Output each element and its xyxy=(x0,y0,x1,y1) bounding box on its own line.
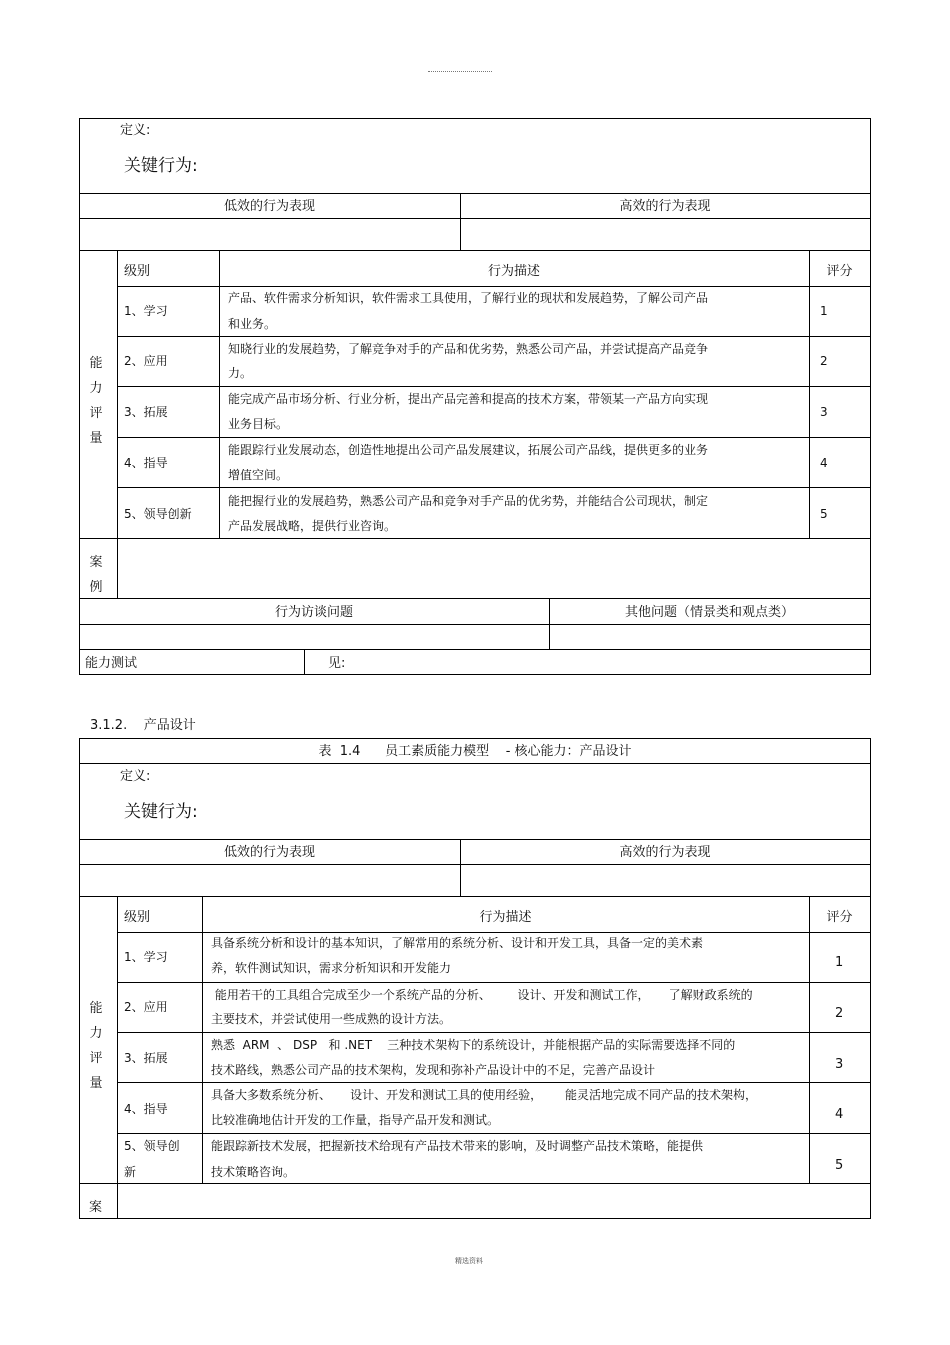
key-behavior-label: 关键行为: xyxy=(124,156,198,176)
description-line: 力。 xyxy=(228,366,253,380)
see-label: 见: xyxy=(328,656,346,671)
footer-text: 精选资料 xyxy=(455,1257,483,1265)
case-label: 案 xyxy=(89,1200,103,1215)
high-behavior-header: 高效的行为表现 xyxy=(619,199,711,214)
score-cell: 5 xyxy=(835,1158,844,1173)
description-line: 养，软件测试知识，需求分析知识和开发能力 xyxy=(211,961,452,975)
description-line: 能用若干的工具组合完成至少一个系统产品的分析、 设计、开发和测试工作， 了解财政系统的 xyxy=(211,988,753,1002)
description-line: 技术路线，熟悉公司产品的技术架构，发现和弥补产品设计中的不足，完善产品设计 xyxy=(211,1063,656,1077)
description-line: 主要技术，并尝试使用一些成熟的设计方法。 xyxy=(211,1012,452,1026)
description-line: 业务目标。 xyxy=(228,417,289,431)
definition-label: 定义: xyxy=(120,769,151,784)
description-line: 具备系统分析和设计的基本知识，了解常用的系统分析、设计和开发工具，具备一定的美术素 xyxy=(211,936,704,950)
score-cell: 4 xyxy=(835,1107,844,1122)
ability-test-label: 能力测试 xyxy=(85,656,138,671)
ability-eval-label: 能力评量 xyxy=(89,1001,103,1091)
score-cell: 4 xyxy=(820,456,828,470)
description-line: 比较准确地估计开发的工作量，指导产品开发和测试。 xyxy=(211,1113,500,1127)
level-cell: 3、拓展 xyxy=(124,405,168,419)
level-cell: 1、学习 xyxy=(124,304,168,318)
description-header: 行为描述 xyxy=(487,264,540,279)
score-cell: 2 xyxy=(820,354,828,368)
description-line: 能完成产品市场分析、行业分析，提出产品完善和提高的技术方案，带领某一产品方向实现 xyxy=(228,392,709,406)
header-dotted-line xyxy=(428,71,492,72)
interview-questions-header: 行为访谈问题 xyxy=(274,605,353,620)
level-cell: 2、应用 xyxy=(124,354,168,368)
description-line: 能把握行业的发展趋势，熟悉公司产品和竞争对手产品的优劣势，并能结合公司现状，制定 xyxy=(228,494,709,508)
definition-label: 定义: xyxy=(120,123,151,138)
level-cell: 1、学习 xyxy=(124,950,168,964)
level-cell: 4、指导 xyxy=(124,1102,168,1116)
score-cell: 2 xyxy=(835,1006,844,1021)
description-line: 能跟踪新技术发展，把握新技术给现有产品技术带来的影响，及时调整产品技术策略，能提供 xyxy=(211,1139,704,1153)
score-header: 评分 xyxy=(826,264,853,279)
description-line: 增值空间。 xyxy=(228,468,289,482)
score-cell: 3 xyxy=(835,1057,844,1072)
score-cell: 5 xyxy=(820,507,828,521)
score-cell: 1 xyxy=(835,955,844,970)
description-line: 能跟踪行业发展动态，创造性地提出公司产品发展建议，拓展公司产品线，提供更多的业务 xyxy=(228,443,709,457)
description-line: 熟悉 ARM 、 DSP 和 .NET 三种技术架构下的系统设计，并能根据产品的实际需要选择不同的 xyxy=(211,1038,736,1052)
description-line: 技术策略咨询。 xyxy=(211,1165,296,1179)
level-header: 级别 xyxy=(124,264,151,279)
description-line: 产品发展战略，提供行业咨询。 xyxy=(228,519,397,533)
case-label: 案例 xyxy=(89,555,103,595)
level-cell: 3、拓展 xyxy=(124,1051,168,1065)
description-line: 知晓行业的发展趋势，了解竞争对手的产品和优劣势，熟悉公司产品，并尝试提高产品竞争 xyxy=(228,342,709,356)
level-cell: 5、领导创 xyxy=(124,1139,180,1153)
high-behavior-header: 高效的行为表现 xyxy=(619,845,711,860)
score-cell: 3 xyxy=(820,405,828,419)
table-title: 表 1.4 员工素质能力模型 - 核心能力：产品设计 xyxy=(318,744,632,759)
other-questions-header: 其他问题（情景类和观点类） xyxy=(624,605,794,620)
ability-eval-label: 能力评量 xyxy=(89,356,103,446)
low-behavior-header: 低效的行为表现 xyxy=(223,199,315,214)
level-cell: 4、指导 xyxy=(124,456,168,470)
description-line: 和业务。 xyxy=(228,317,277,331)
level-cell: 5、领导创新 xyxy=(124,507,192,521)
level-header: 级别 xyxy=(124,910,151,925)
level-cell: 新 xyxy=(124,1165,137,1179)
description-line: 产品、软件需求分析知识，软件需求工具使用，了解行业的现状和发展趋势，了解公司产品 xyxy=(228,291,709,305)
low-behavior-header: 低效的行为表现 xyxy=(223,845,315,860)
score-header: 评分 xyxy=(826,910,853,925)
key-behavior-label: 关键行为: xyxy=(124,802,198,822)
level-cell: 2、应用 xyxy=(124,1000,168,1014)
description-header: 行为描述 xyxy=(479,910,532,925)
description-line: 具备大多数系统分析、 设计、开发和测试工具的使用经验， 能灵活地完成不同产品的技术架构， xyxy=(211,1088,757,1102)
section-heading: 3.1.2. 产品设计 xyxy=(90,718,196,733)
score-cell: 1 xyxy=(820,304,828,318)
